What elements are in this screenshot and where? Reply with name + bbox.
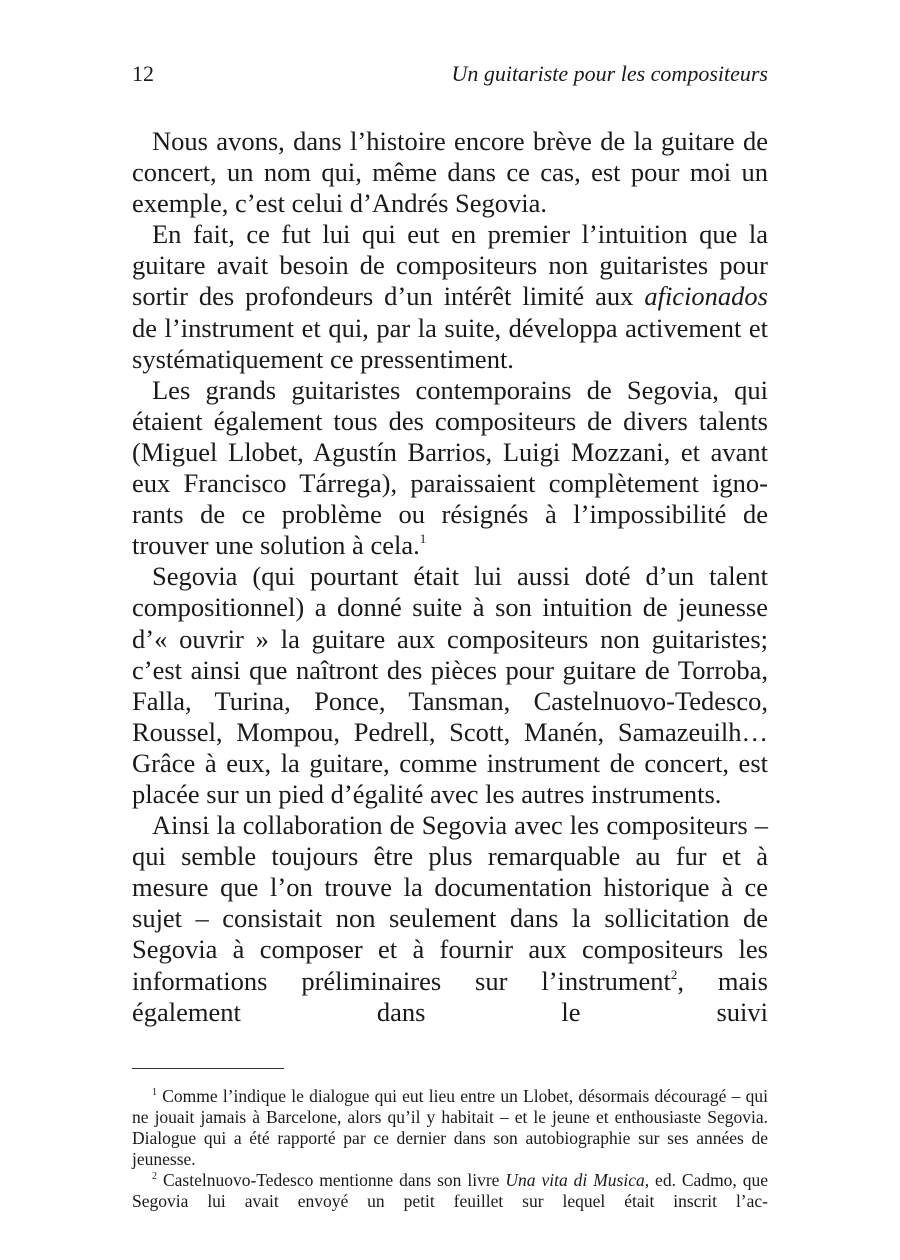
footnote-ref-1: 1 <box>419 531 427 547</box>
footnote-2-mark: 2 <box>152 1170 157 1182</box>
footnote-ref-2: 2 <box>670 966 678 982</box>
footnote-1-text: Comme l’indique le dialogue qui eut lieu entre un Llobet, désormais découragé – qui ne jouait jamais à Barcelone, alors qu’il y habitait – et le jeune et enthousiaste Segovia. Dialogue qui a été rapporté par ce dernier dans son autobiographie sur ses années de jeunesse. <box>132 1085 768 1169</box>
paragraph-2-italic: aficionados <box>644 281 768 312</box>
paragraph-3 <box>132 375 768 562</box>
book-page <box>132 60 768 1212</box>
paragraph-5-text-a: Ainsi la collaboration de Segovia avec les compositeurs – qui semble toujours être plus remarquable au fur et à mesure que l’on trouve la documentation historique à ce sujet – consistait non seulement dans la sollicitation de Segovia à composer et à fournir aux compositeurs les informations préliminaires sur l’instrument <box>132 810 768 996</box>
paragraph-4: Segovia (qui pourtant était lui aussi doté d’un talent compositionnel) a donné suite à son intuition de jeunesse d’« ouvrir » la guitare aux compositeurs non guitaristes; c’est ainsi que naîtront des pièces pour guitare de Torroba, Falla, Turina, Ponce, Tansman, Castelnuovo-Tedesco, Roussel, Mompou, Pedrell, Scott, Manén, Samazeuilh… Grâce à eux, la guitare, comme instrument de concert, est placée sur un pied d’égalité avec les autres instruments. <box>132 561 768 809</box>
footnote-divider <box>132 1068 284 1069</box>
footnote-1 <box>132 1086 768 1170</box>
paragraph-5-text-b: , mais également dans le suivi <box>132 965 768 1027</box>
footnotes <box>132 1086 768 1212</box>
footnote-2-text-b: , ed. Cadmo, que Segovia lui avait envoyé un petit feuillet sur lequel était inscrit l’ac- <box>132 1169 769 1211</box>
footnote-2 <box>132 1170 768 1212</box>
running-head <box>132 60 768 88</box>
page-number: 12 <box>132 61 154 86</box>
paragraph-5 <box>132 810 768 1028</box>
body-text <box>132 126 768 1028</box>
paragraph-2 <box>132 219 768 374</box>
paragraph-2-text-a: En fait, ce fut lui qui eut en premier l’intuition que la guitare avait besoin de compositeurs non guitaristes pour sortir des profondeurs d’un intérêt limité aux <box>132 219 768 312</box>
running-title: Un guitariste pour les compositeurs <box>451 61 768 86</box>
paragraph-2-text-b: de l’instrument et qui, par la suite, développa activement et systématiquement ce pressentiment. <box>132 312 768 374</box>
paragraph-3-text: Les grands guitaristes contemporains de Segovia, qui étaient également tous des compositeurs de divers talents (Miguel Llobet, Agustín Barrios, Luigi Mozzani, et avant eux Francisco Tárrega), paraissaient complètement ignorants de ce problème ou résignés à l’impossibilité de trouver une solution à cela. <box>132 374 768 561</box>
paragraph-1: Nous avons, dans l’histoire encore brève de la guitare de concert, un nom qui, même dans ce cas, est pour moi un exemple, c’est celui d’Andrés Segovia. <box>132 126 768 219</box>
footnote-2-italic: Una vita di Musica <box>505 1169 645 1190</box>
footnote-2-text-a: Castelnuovo-Tedesco mentionne dans son livre <box>162 1169 506 1190</box>
footnote-1-mark: 1 <box>152 1086 157 1098</box>
